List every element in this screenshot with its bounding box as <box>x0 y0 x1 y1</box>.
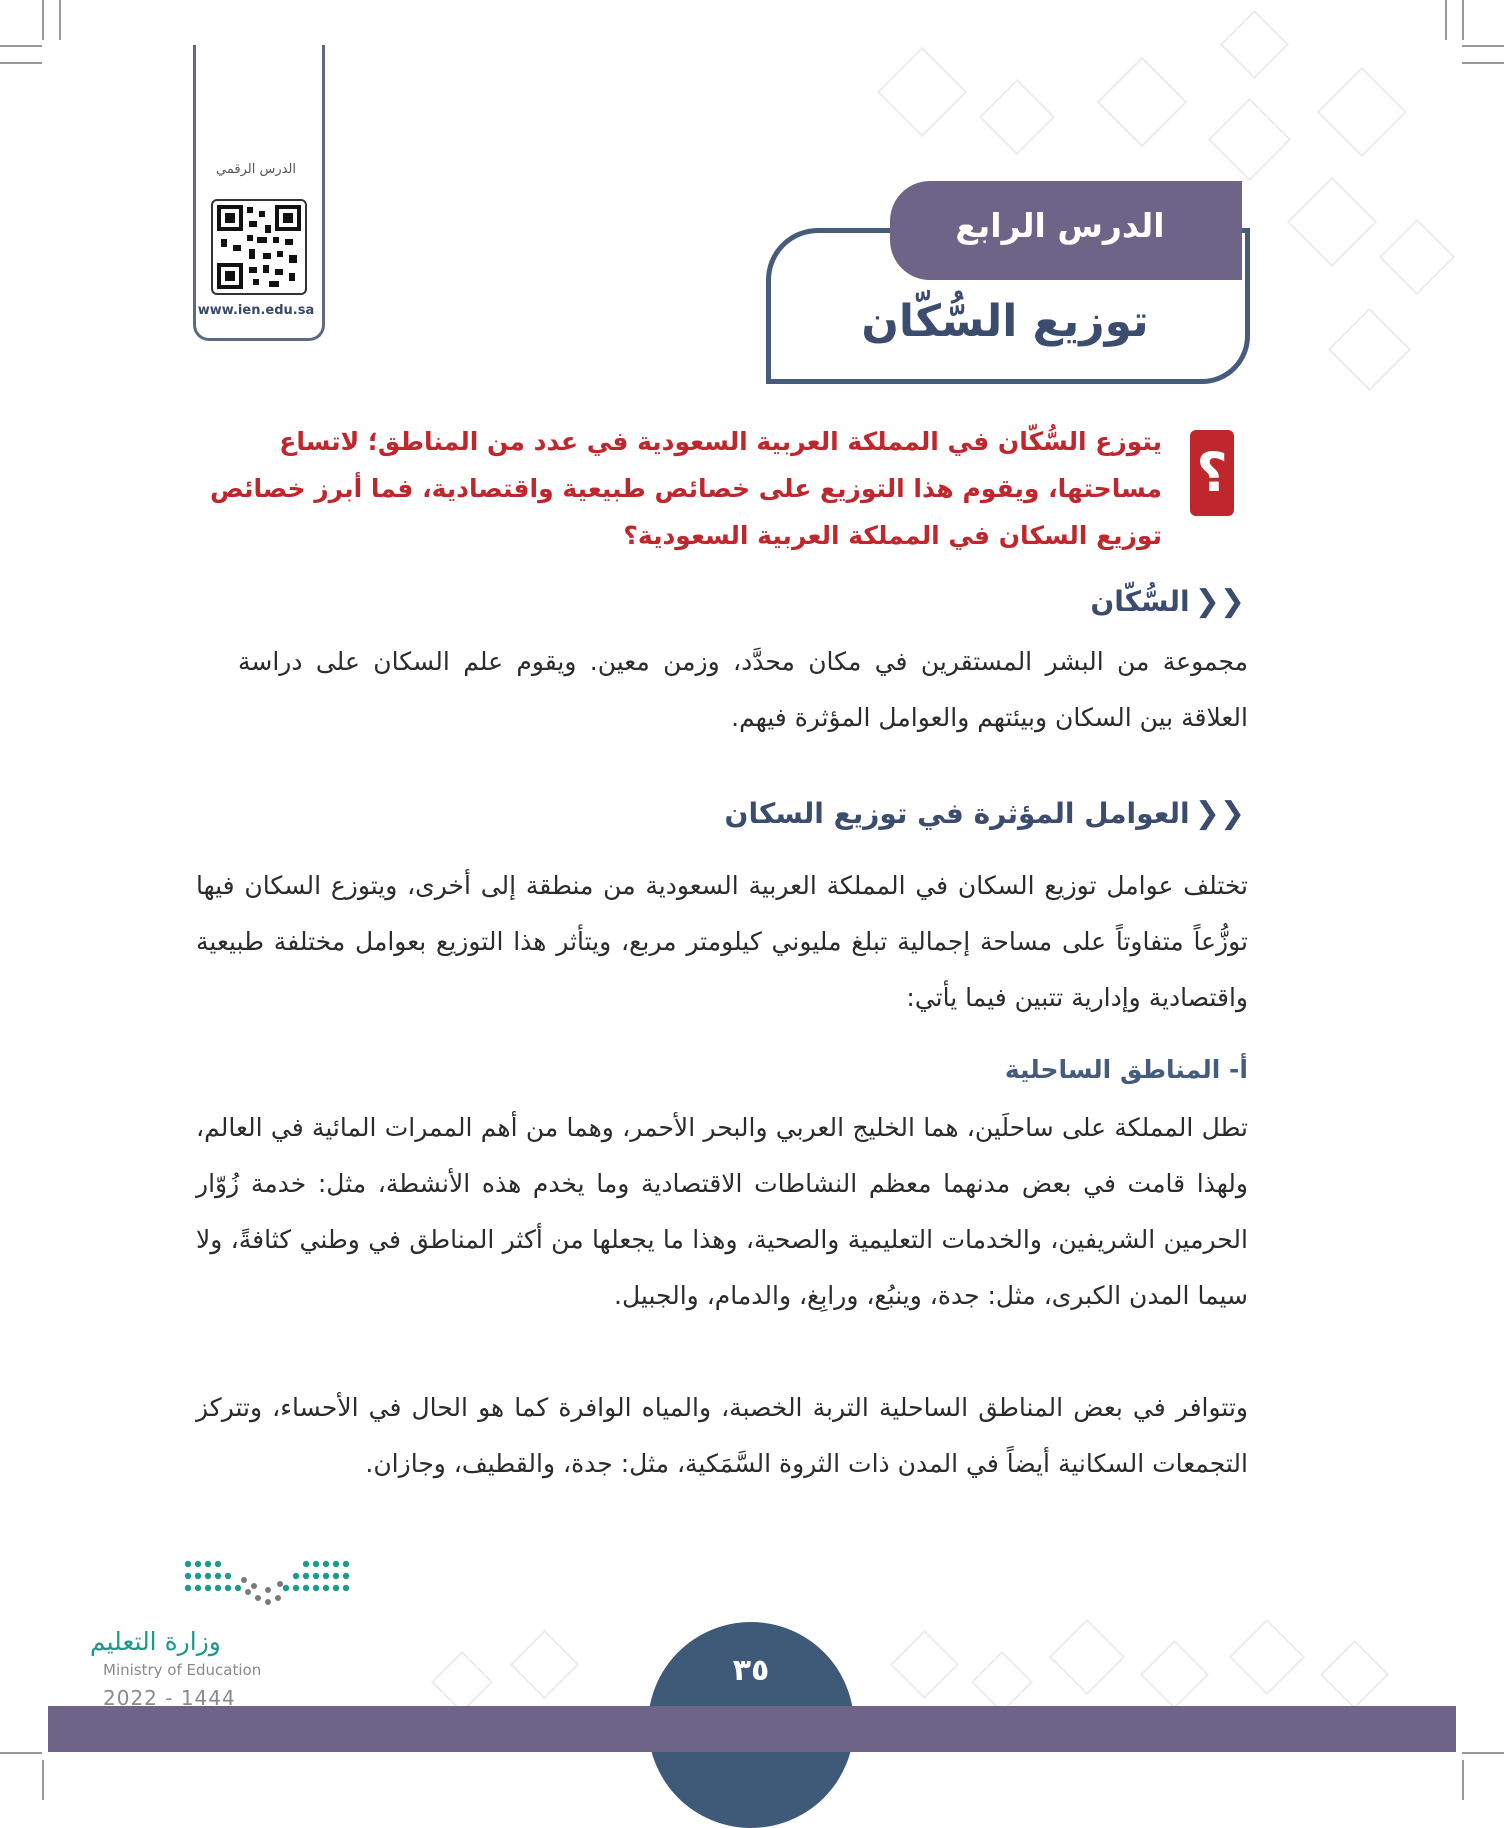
crop-mark <box>42 0 44 40</box>
question-mark-icon: ؟ <box>1190 430 1234 516</box>
section-heading-factors <box>700 796 1245 831</box>
double-chevron-icon: ❮❮ <box>1194 796 1245 831</box>
lesson-number: الدرس الرابع <box>955 206 1165 245</box>
coastal-paragraph-2: وتتوافر في بعض المناطق الساحلية التربة الخصبة، والمياه الوافرة كما هو الحال في الأحساء، وتتركز التجمعات السكانية أيضاً في المدن ذات الثروة السَّمَكية، مثل: جدة، والقطيف، وجازان. <box>196 1393 1248 1478</box>
intro-question: يتوزع السُّكّان في المملكة العربية السعودية في عدد من المناطق؛ لاتساع مساحتها، ويقوم هذا التوزيع على خصائص طبيعية واقتصادية، فما أبرز خصائص توزيع السكان في المملكة العربية السعودية؟ <box>210 427 1162 550</box>
qr-code-icon[interactable] <box>211 199 307 295</box>
crop-mark <box>1445 0 1447 40</box>
subsection-heading-coastal: أ- المناطق الساحلية <box>1004 1055 1248 1084</box>
crop-mark <box>1462 1752 1504 1754</box>
heading-text: السُّكّان <box>1090 585 1190 618</box>
page-number: ٣٥ <box>732 1653 770 1688</box>
crop-mark <box>59 0 61 40</box>
factors-paragraph: تختلف عوامل توزيع السكان في المملكة العربية السعودية من منطقة إلى أخرى، ويتوزع السكان فيها توزُّعاً متفاوتاً على مساحة إجمالية تبلغ مليوني كيلومتر مربع، ويتأثر هذا التوزيع بعوامل مختلفة طبيعية واقتصادية وإدارية تتبين فيما يأتي: <box>196 871 1248 1012</box>
crop-mark <box>0 62 42 64</box>
crop-mark <box>1462 45 1504 47</box>
double-chevron-icon: ❮❮ <box>1194 584 1245 619</box>
qr-caption: الدرس الرقمي <box>216 162 296 177</box>
population-definition: مجموعة من البشر المستقرين في مكان محدَّد، وزمن معين. ويقوم علم السكان على دراسة العلاقة بين السكان وبيئتهم والعوامل المؤثرة فيهم. <box>238 647 1248 732</box>
crop-mark <box>1462 0 1464 40</box>
lesson-title: توزيع السُّكّان <box>861 296 1149 347</box>
ministry-logo-icon <box>182 1558 352 1614</box>
footer-bar <box>48 1706 1456 1752</box>
edition-year: 2022 - 1444 <box>103 1686 236 1710</box>
crop-mark <box>1462 62 1504 64</box>
crop-mark <box>0 45 42 47</box>
crop-mark <box>0 1752 42 1754</box>
ministry-name-en: Ministry of Education <box>103 1661 262 1679</box>
coastal-paragraph-1: تطل المملكة على ساحلَين، هما الخليج العربي والبحر الأحمر، وهما من أهم الممرات المائية في العالم، ولهذا قامت في بعض مدنهما معظم النشاطات الاقتصادية وما يخدم هذه الأنشطة، مثل: خدمة زُوّار الحرمين الشريفين، والخدمات التعليمية والصحية، وهذا ما يجعلها من أكثر المناطق في وطني كثافةً، ولا سيما المدن الكبرى، مثل: جدة، وينبُع، ورابِغ، والدمام، والجبيل. <box>196 1113 1248 1310</box>
section-heading-population <box>900 584 1245 619</box>
crop-mark <box>42 1760 44 1800</box>
heading-text: العوامل المؤثرة في توزيع السكان <box>724 797 1190 830</box>
crop-mark <box>1462 1760 1464 1800</box>
qr-url[interactable]: www.ien.edu.sa <box>197 303 315 318</box>
ministry-name-ar: وزارة التعليم <box>90 1627 221 1656</box>
